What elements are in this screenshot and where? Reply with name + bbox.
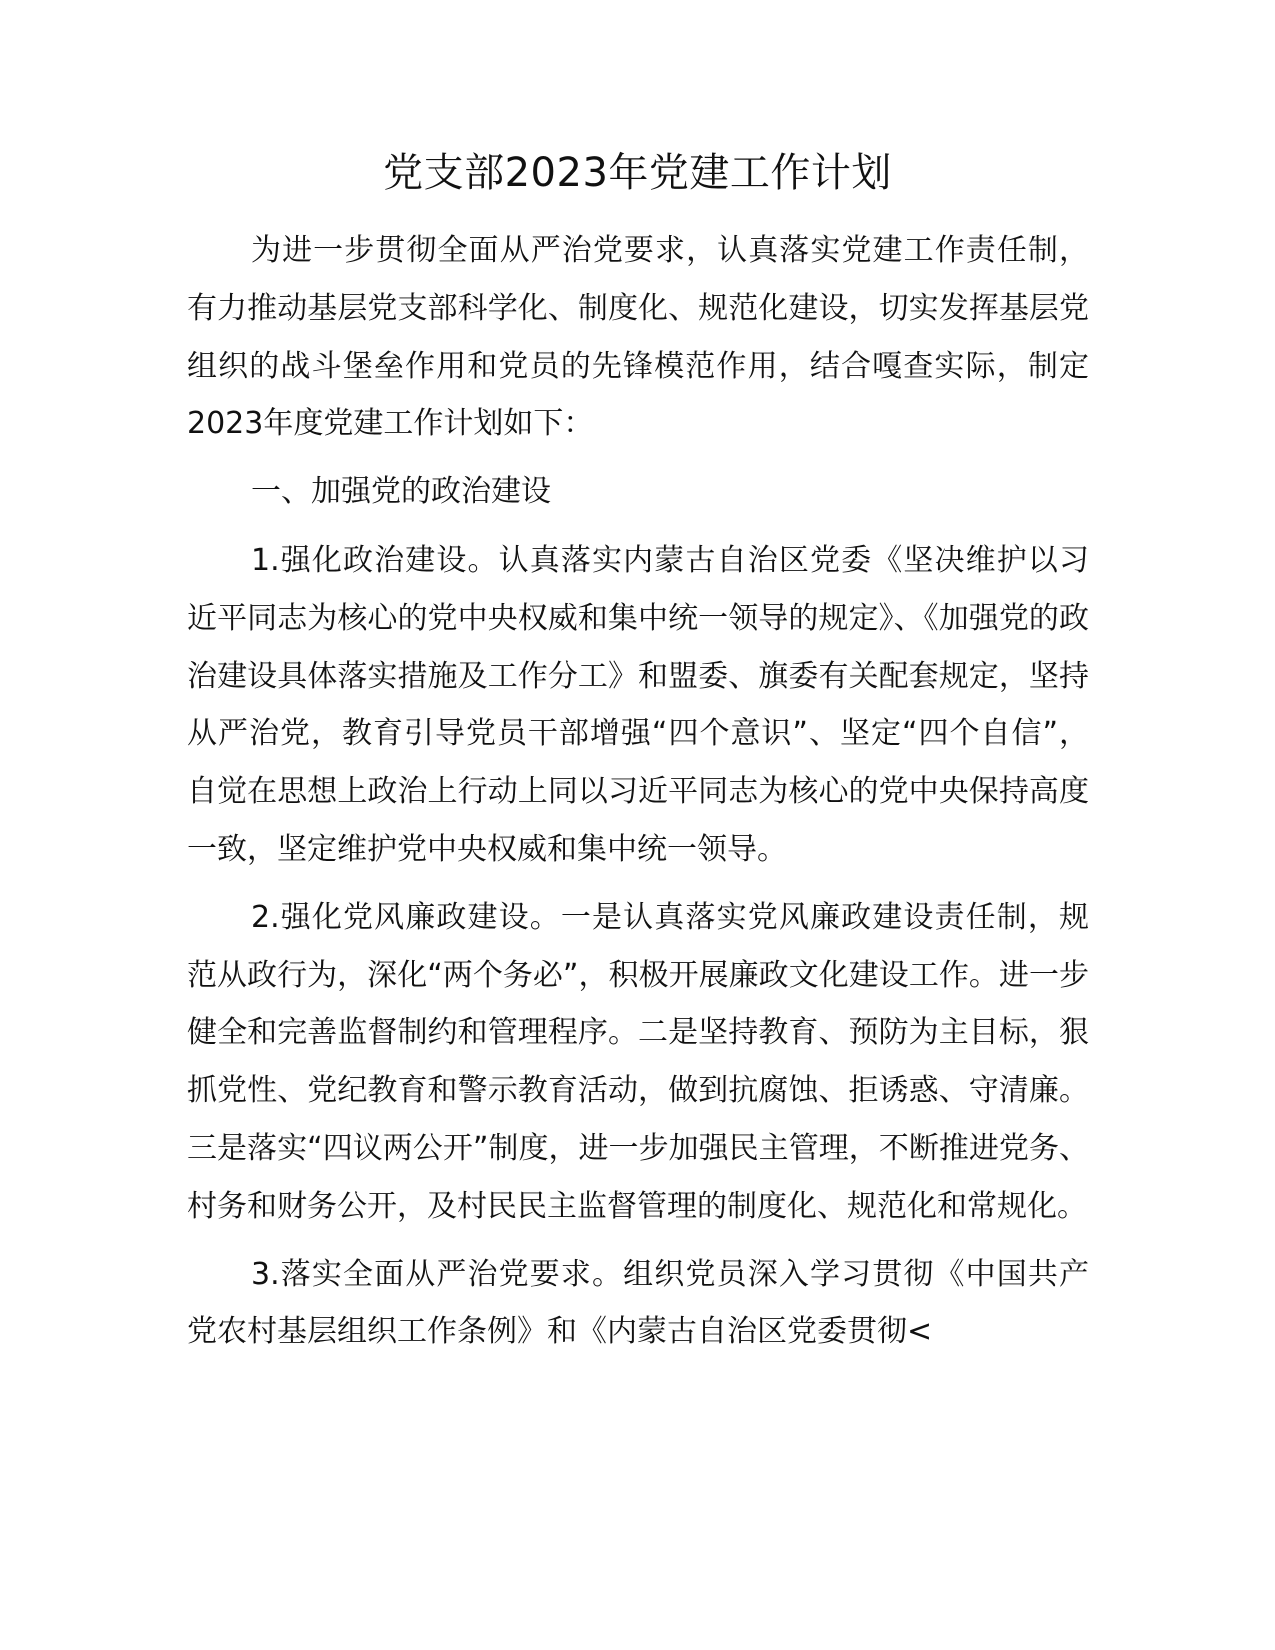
paragraph-political-construction: 1.强化政治建设。认真落实内蒙古自治区党委《坚决维护以习近平同志为核心的党中央权威和集中统一领导的规定》、《加强党的政治建设具体落实措施及工作分工》和盟委、旗委有关配套规定，坚持从严治党，教育引导党员干部增强“四个意识”、坚定“四个自信”，自觉在思想上政治上行动上同以习近平同志为核心的党中央保持高度一致，坚定维护党中央权威和集中统一领导。 (187, 542, 1089, 867)
document-title: 党支部2023年党建工作计划 (383, 150, 892, 196)
document-body (187, 222, 1089, 1371)
section-heading: 一、加强党的政治建设 (251, 474, 551, 510)
paragraph-strict-governance: 3.落实全面从严治党要求。组织党员深入学习贯彻《中国共产党农村基层组织工作条例》和《内蒙古自治区党委贯彻< (187, 1256, 1089, 1350)
intro-paragraph: 为进一步贯彻全面从严治党要求，认真落实党建工作责任制，有力推动基层党支部科学化、制度化、规范化建设，切实发挥基层党组织的战斗堡垒作用和党员的先锋模范作用，结合嘎查实际，制定2023年度党建工作计划如下： (187, 233, 1089, 442)
paragraph-clean-governance: 2.强化党风廉政建设。一是认真落实党风廉政建设责任制，规范从政行为，深化“两个务必”，积极开展廉政文化建设工作。进一步健全和完善监督制约和管理程序。二是坚持教育、预防为主目标，狠抓党性、党纪教育和警示教育活动，做到抗腐蚀、拒诱惑、守清廉。三是落实“四议两公开”制度，进一步加强民主管理，不断推进党务、村务和财务公开，及村民民主监督管理的制度化、规范化和常规化。 (187, 899, 1089, 1224)
